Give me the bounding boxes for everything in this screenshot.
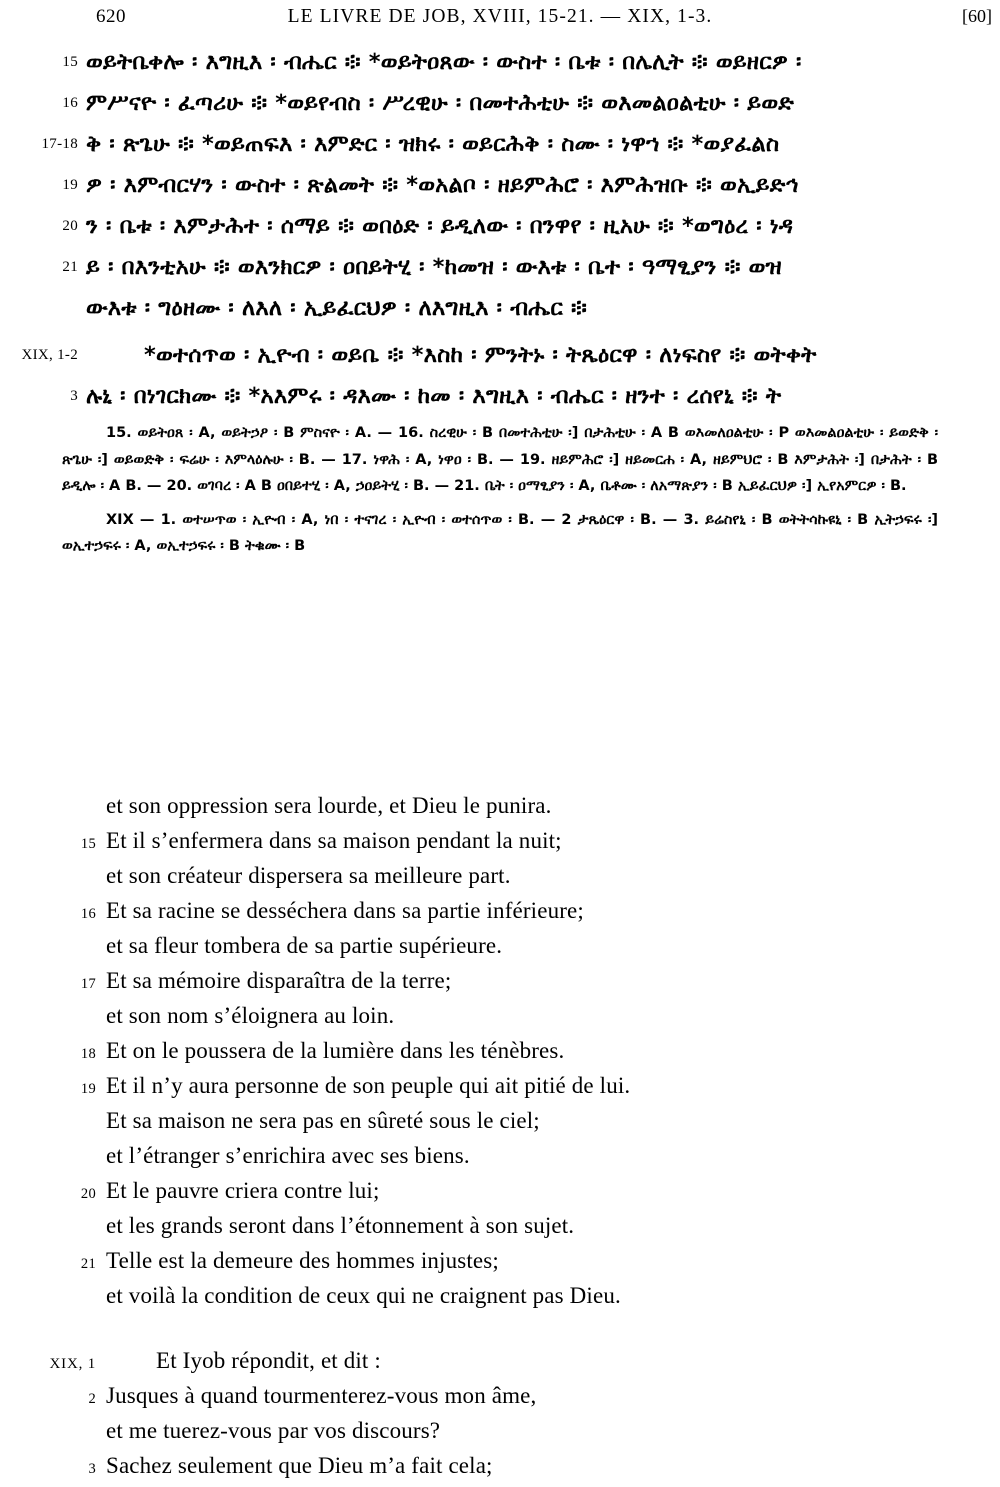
translation-line-text: Et le pauvre criera contre lui; (106, 1178, 380, 1203)
translation-line-text: et sa fleur tombera de sa partie supérieure. (106, 933, 503, 958)
translation-line-text: et son oppression sera lourde, et Dieu le punira. (106, 793, 552, 818)
chapter-verse-number-margin: XIX, 1 (49, 1356, 96, 1372)
verse-number-margin: 15 (62, 54, 78, 70)
verse-number-margin: 3 (70, 388, 78, 404)
verse-number-margin: 18 (80, 1046, 96, 1062)
translation-line-text: et l’étranger s’enrichira avec ses biens. (106, 1143, 470, 1168)
translation-line-row (0, 1033, 1000, 1068)
translation-line-text: et les grands seront dans l’étonnement à son sujet. (106, 1213, 575, 1238)
translation-line-row (0, 823, 1000, 858)
geez-line-text: *ወተሰጥወ ፡ ኢዮብ ፡ ወይቤ ፨ *እስከ ፡ ምንትኑ ፡ ትጼዕርዋ ፡ ለነፍስየ ፨ ወትቀት (144, 342, 817, 368)
verse-number-margin: 2 (88, 1391, 96, 1407)
verse-number-margin: XIX, 1-2 (21, 347, 78, 363)
page-title: LE LIVRE DE JOB, XVIII, 15-21. — XIX, 1-3. (287, 6, 713, 27)
verse-number-margin: 3 (88, 1461, 96, 1477)
translation-line-row (0, 963, 1000, 998)
geez-line-text: ዎ ፡ እምብርሃን ፡ ውስተ ፡ ጽልመት ፨ *ወአልቦ ፡ ዘይምሕሮ ፡ እምሕዝቡ ፨ ወኢይድኅ (86, 172, 799, 198)
page-number-right: [60] (962, 6, 992, 26)
translation-line-text: Et sa racine se desséchera dans sa partie inférieure; (106, 898, 584, 923)
translation-line-text: Et il n’y aura personne de son peuple qui ait pitié de lui. (106, 1073, 631, 1098)
apparatus-text: 15. ወይትዐጸ ፡ A, ወይትኃዖ ፡ B ምስናዮ ፡ A. — 16. ስረዊሁ ፡ B በመተሕቲሁ ፡] በታሕቲሁ ፡ A B ወእመለዐልቲሁ ፡ P ወእመልዐልቲሁ ፡ ይወድቅ ፡ ጽጌሁ ፡] ወይወድቅ ፡ ፍሬሁ ፡ እምላዕሉሁ ፡ B. — 17. ነዋሕ ፡ A, ነዋዐ ፡ B. — 19. ዘይምሕሮ ፡] ዘይመርሐ ፡ A, ዘይምህሮ ፡ B እምታሕት ፡] በታሕት ፡ B ይዲሎ ፡ A B. — 20. ወገባረ ፡ A B ዐበይተሂ ፡ A, ኃዐይትሂ ፡ B. — 21. ቤት ፡ ዐማፂያን ፡ A, ቤቶሙ ፡ ለአማጽያን ፡ B ኢይፈርህዎ ፡] ኢየአምርዎ ፡ B. (62, 425, 938, 494)
geez-line-text: ሉኒ ፡ በነገርክሙ ፨ *አእምሩ ፡ ዳእሙ ፡ ከመ ፡ እግዚእ ፡ ብሔር ፡ ዘንተ ፡ ረሰየኒ ፨ ት (86, 383, 782, 409)
translation-line-text: Jusques à quand tourmenterez-vous mon âme, (106, 1383, 537, 1408)
translation-line-row (0, 1138, 1000, 1173)
translation-line-row (0, 1173, 1000, 1208)
translation-line-row (0, 893, 1000, 928)
verse-number-margin: 21 (62, 259, 78, 275)
geez-line-text: ቅ ፡ ጽጌሁ ፨ *ወይጠፍእ ፡ እምድር ፡ ዝክሩ ፡ ወይርሕቅ ፡ ስሙ ፡ ነዋኀ ፨ *ወያፈልስ (86, 131, 780, 157)
geez-line-row (0, 288, 1000, 329)
verse-number-margin (0, 288, 86, 300)
translation-line-text: et voilà la condition de ceux qui ne craignent pas Dieu. (106, 1283, 621, 1308)
translation-line-row (0, 1103, 1000, 1138)
geez-line-text: ውእቱ ፡ ግዕዘሙ ፡ ለእለ ፡ ኢይፈርህዎ ፡ ለእግዚእ ፡ ብሔር ፨ (86, 295, 588, 321)
translation-line-row (0, 1068, 1000, 1103)
translation-line-text: et son nom s’éloignera au loin. (106, 1003, 395, 1028)
geez-line-row (0, 83, 1000, 124)
verse-number-margin: 19 (62, 177, 78, 193)
translation-line-text: Telle est la demeure des hommes injustes; (106, 1248, 499, 1273)
translation-line-row (0, 928, 1000, 963)
translation-line-row (0, 1243, 1000, 1278)
translation-line-row (0, 1448, 1000, 1483)
geez-line-text: ምሥናዮ ፡ ፈጣሪሁ ፨ *ወይየብስ ፡ ሥረዊሁ ፡ በመተሕቲሁ ፨ ወእመልዐልቲሁ ፡ ይወድ (86, 90, 795, 116)
chapter-opening-text: Et Iyob répondit, et dit : (156, 1348, 381, 1373)
translation-line-row (0, 1378, 1000, 1413)
translation-line-text: Et il s’enfermera dans sa maison pendant la nuit; (106, 828, 562, 853)
chapter-heading-row (0, 1343, 1000, 1378)
apparatus-paragraph (62, 420, 938, 500)
critical-apparatus (62, 420, 938, 560)
translation-line-row (0, 788, 1000, 823)
verse-number-margin: 15 (80, 836, 96, 852)
geez-line-row (0, 335, 1000, 376)
translation-line-row (0, 1208, 1000, 1243)
geez-line-text: ወይትቤቀሎ ፡ እግዚእ ፡ ብሔር ፨ *ወይትዐጸው ፡ ውስተ ፡ ቤቱ ፡ በሌሊት ፨ ወይዘርዎ ፡ (86, 49, 802, 75)
translation-line-text: Et sa maison ne sera pas en sûreté sous le ciel; (106, 1108, 540, 1133)
verse-number-margin: 16 (80, 906, 96, 922)
translation-line-text: Et sa mémoire disparaîtra de la terre; (106, 968, 452, 993)
geez-line-row (0, 247, 1000, 288)
verse-number-margin: 20 (80, 1186, 96, 1202)
apparatus-paragraph (62, 507, 938, 560)
translation-line-text: et me tuerez-vous par vos discours? (106, 1418, 441, 1443)
translation-line-row (0, 998, 1000, 1033)
page-number-left: 620 (96, 6, 126, 27)
geez-line-row (0, 42, 1000, 83)
translation-line-text: Sachez seulement que Dieu m’a fait cela; (106, 1453, 493, 1478)
verse-number-margin: 16 (62, 95, 78, 111)
translation-line-text: et son créateur dispersera sa meilleure part. (106, 863, 511, 888)
apparatus-text: XIX — 1. ወተሠጥወ ፡ ኢዮብ ፡ A, ነበ ፡ ተናገረ ፡ ኢዮብ ፡ ወተሰጥወ ፡ B. — 2 ታጼዕርዋ ፡ B. — 3. ይሬስየኒ ፡ B ወትትሳኩዩኒ ፡ B ኢትኃፍሩ ፡] ወኢተኃፍሩ ፡ A, ወኢተኃፍሩ ፡ B ትቁሙ ፡ B (62, 511, 938, 554)
geez-line-text: ይ ፡ በእንቲአሁ ፨ ወእንክርዎ ፡ ዐበይትሂ ፡ *ከመዝ ፡ ውእቱ ፡ ቤተ ፡ ዓማፂያን ፨ ወዝ (86, 254, 782, 280)
verse-number-margin: 21 (80, 1256, 96, 1272)
verse-number-margin: 17 (80, 976, 96, 992)
french-translation-block (0, 788, 1000, 1483)
geez-line-text: ን ፡ ቤቱ ፡ እምታሕተ ፡ ሰማይ ፨ ወበዕድ ፡ ይዲለው ፡ በንዋየ ፡ ዚአሁ ፨ *ወግዕረ ፡ ነዳ (86, 213, 794, 239)
geez-line-row (0, 165, 1000, 206)
running-head (0, 6, 1000, 32)
verse-number-margin: 20 (62, 218, 78, 234)
translation-line-row (0, 1278, 1000, 1313)
geez-line-row (0, 124, 1000, 165)
translation-line-text: Et on le poussera de la lumière dans les ténèbres. (106, 1038, 565, 1063)
translation-line-row (0, 1413, 1000, 1448)
geez-line-row (0, 206, 1000, 247)
translation-line-row (0, 858, 1000, 893)
verse-number-margin: 17-18 (41, 136, 78, 152)
geez-text-block (0, 42, 1000, 417)
verse-number-margin: 19 (80, 1081, 96, 1097)
geez-line-row (0, 376, 1000, 417)
